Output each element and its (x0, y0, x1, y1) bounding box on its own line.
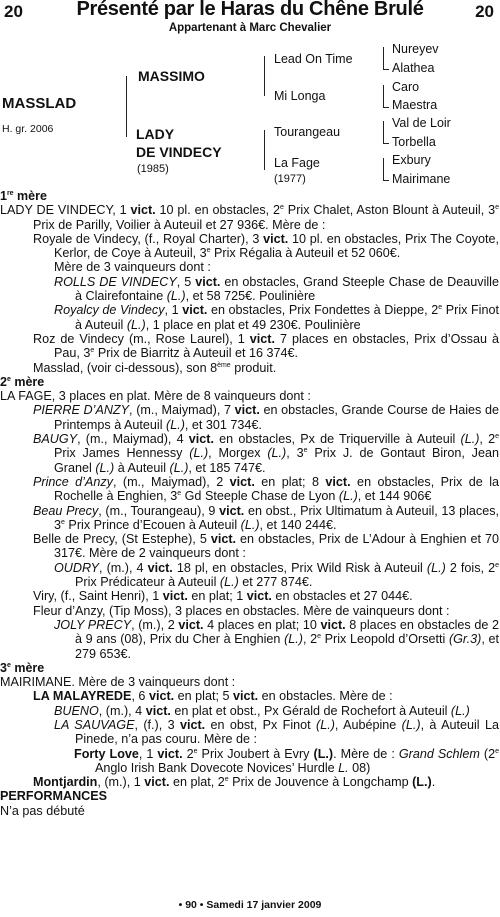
paragraph: LA FAGE, 3 places en plat. Mère de 8 vainqueurs dont : (0, 389, 311, 404)
dam-year: (1985) (137, 163, 169, 175)
dam-dam: La Fage (274, 156, 320, 170)
sire-name: MASSIMO (138, 68, 205, 84)
paragraph: Beau Precy, (m., Tourangeau), 9 vict. en obst., Prix Ultimatum à Auteuil, 13 places, 3e Prix Prince d’Ecouen à Auteuil (L.), et 140 244€. (33, 503, 499, 532)
ancestor-3: Caro (392, 80, 420, 94)
ancestor-8: Mairimane (392, 172, 451, 186)
paragraph: Roz de Vindecy (m., Rose Laurel), 1 vict. 7 places en obstacles, Prix d’Ossau à Pau, 3e Prix de Biarritz à Auteuil et 16 374€. (33, 331, 499, 361)
paragraph: MAIRIMANE. Mère de 3 vainqueurs dont : (0, 675, 236, 690)
bracket-g3 (383, 121, 389, 144)
paragraph: OUDRY, (m.), 4 vict. 18 pl, en obstacles, Prix Wild Risk à Auteuil (L.) 2 fois, 2e Prix Prédicateur à Auteuil (L.) et 277 874€. (54, 560, 499, 590)
paragraph: Masslad, (voir ci-dessous), son 8ème produit. (33, 360, 277, 375)
sire-sire: Lead On Time (274, 52, 353, 66)
bracket-g2 (383, 85, 389, 108)
paragraph: Viry, (f., Saint Henri), 1 vict. en plat; 1 vict. en obstacles et 27 044€. (33, 589, 413, 604)
paragraph: Prince d’Anzy, (m., Maiymad), 2 vict. en plat; 8 vict. en obstacles, Prix de la Rochelle à Enghien, 3e Gd Steeple Chase de Lyon (L.), et 144 906€ (33, 474, 500, 504)
dam-dam-year: (1977) (274, 173, 306, 185)
paragraph: Fleur d’Anzy, (Tip Moss), 3 places en obstacles. Mère de vainqueurs dont : (33, 603, 450, 618)
performances-text: N’a pas débuté (0, 803, 85, 818)
paragraph: Montjardin, (m.), 1 vict. en plat, 2e Prix de Jouvence à Longchamp (L.). (33, 775, 436, 790)
race-number-right: 20 (475, 2, 494, 21)
dam-name-line2: DE VINDECY (136, 144, 222, 160)
dam-name-line1: LADY (136, 126, 175, 142)
performances-heading: PERFORMANCES (0, 789, 108, 804)
paragraph: LA MALAYREDE, 6 vict. en plat; 5 vict. en obstacles. Mère de : (33, 689, 393, 704)
paragraph: Mère de 3 vainqueurs dont : (54, 260, 211, 275)
bracket-sire (264, 56, 271, 96)
ancestor-4: Maestra (392, 98, 438, 112)
paragraph: LA SAUVAGE, (f.), 3 vict. en obst, Px Finot (L.), Aubépine (L.), à Auteuil La Pinede, n’a pas couru. Mère de : (54, 717, 499, 747)
ancestor-5: Val de Loir (392, 116, 451, 130)
paragraph: Royale de Vindecy, (f., Royal Charter), 3 vict. 10 pl. en obstacles, Prix The Coyote, Kerlor, de Coye à Auteuil, 3e Prix Régalia à Auteuil et 52 060€. (33, 231, 500, 261)
ancestor-1: Nureyev (392, 42, 439, 56)
bracket-g1 (383, 47, 389, 70)
paragraph: ROLLS DE VINDECY, 5 vict. en obstacles, Grand Steeple Chase de Deauville à Clairefontaine (L.), et 58 725€. Poulinière (54, 274, 499, 304)
section-third-dam: 3e mère (0, 660, 45, 675)
horse-name: MASSLAD (2, 95, 77, 112)
section-first-dam: 1re mère (0, 189, 47, 203)
page-footer: • 90 • Samedi 17 janvier 2009 (178, 899, 322, 911)
horse-info: H. gr. 2006 (2, 123, 54, 135)
bracket-gen1 (126, 76, 134, 137)
paragraph: BUENO, (m.), 4 vict. en plat et obst., Px Gérald de Rochefort à Auteuil (L.) (54, 703, 470, 718)
section-second-dam: 2e mère (0, 374, 45, 389)
ancestor-6: Torbella (392, 135, 436, 149)
paragraph: Forty Love, 1 vict. 2e Prix Joubert à Evry (L.). Mère de : Grand Schlem (2e Anglo Irish Bank Dovecote Novices’ Hurdle L. 08) (74, 746, 499, 775)
sire-dam: Mi Longa (274, 89, 326, 103)
paragraph: Royalcy de Vindecy, 1 vict. en obstacles, Prix Fondettes à Dieppe, 2e Prix Finot à Auteuil (L.), 1 place en plat et 49 230€. Poulinière (54, 303, 499, 332)
bracket-dam (264, 130, 271, 170)
race-number-left: 20 (4, 2, 23, 21)
ancestor-7: Exbury (392, 153, 431, 167)
bracket-g4 (383, 158, 389, 181)
ancestor-2: Alathea (392, 61, 435, 75)
family-notes (0, 189, 499, 818)
paragraph: BAUGY, (m., Maiymad), 4 vict. en obstacles, Px de Triquerville à Auteuil (L.), 2e Prix James Hennessy (L.), Morgex (L.), 3e Prix J. de Gontaut Biron, Jean Granel (L.) à Auteuil (L.), et 185 747€. (33, 432, 499, 475)
owner-line: Appartenant à Marc Chevalier (168, 22, 332, 34)
paragraph: JOLY PRECY, (m.), 2 vict. 4 places en plat; 10 vict. 8 places en obstacles de 2 à 9 ans (08), Prix du Cher à Enghien (L.), 2e Prix Leopold d’Orsetti (Gr.3), et 279 653€. (54, 617, 499, 661)
page-title: Présenté par le Haras du Chêne Brulé (76, 0, 424, 20)
dam-sire: Tourangeau (274, 125, 341, 139)
paragraph: LADY DE VINDECY, 1 vict. 10 pl. en obstacles, 2e Prix Chalet, Aston Blount à Auteuil, 3e Prix de Parilly, Voilier à Auteuil et 27 936€. Mère de : (0, 203, 500, 232)
paragraph: PIERRE D’ANZY, (m., Maiymad), 7 vict. en obstacles, Grande Course de Haies de Printemps à Auteuil (L.), et 301 734€. (33, 403, 499, 432)
paragraph: Belle de Precy, (St Estephe), 5 vict. en obstacles, Prix de L’Adour à Enghien et 70 317€. Mère de 2 vainqueurs dont : (33, 532, 500, 561)
